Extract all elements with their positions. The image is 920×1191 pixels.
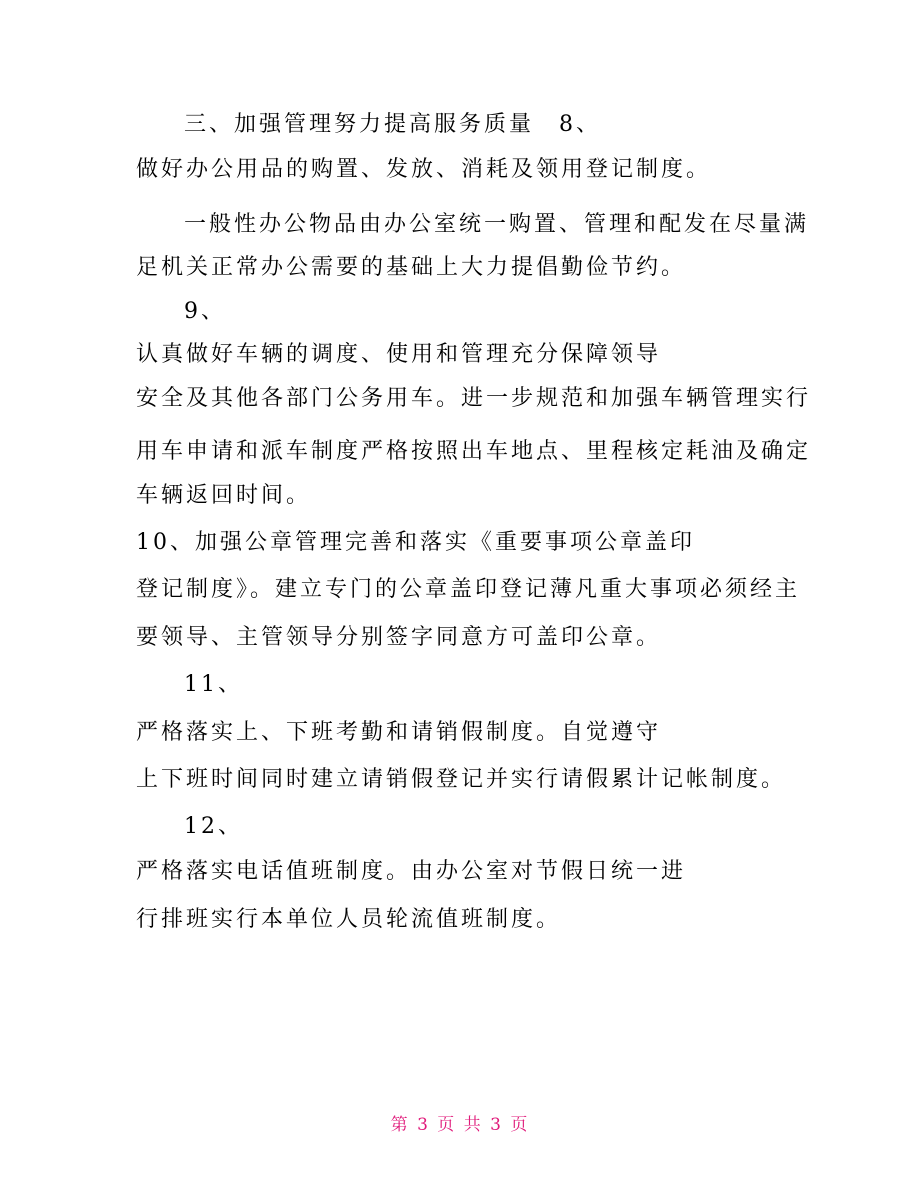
text-line: 用车申请和派车制度严格按照出车地点、里程核定耗油及确定 — [136, 439, 812, 464]
text-line: 要领导、主管领导分别签字同意方可盖印公章。 — [136, 625, 662, 650]
item-number-line: 9、 — [184, 299, 226, 324]
text-line: 上下班时间同时建立请销假登记并实行请假累计记帐制度。 — [136, 767, 787, 792]
text-line: 行排班实行本单位人员轮流值班制度。 — [136, 907, 562, 932]
page-number-footer: 第 3 页 共 3 页 — [390, 1115, 530, 1135]
text-line: 做好办公用品的购置、发放、消耗及领用登记制度。 — [136, 157, 712, 182]
text-line: 严格落实电话值班制度。由办公室对节假日统一进 — [136, 859, 687, 884]
text-line: 10、加强公章管理完善和落实《重要事项公章盖印 — [136, 530, 695, 555]
text-line: 认真做好车辆的调度、使用和管理充分保障领导 — [136, 342, 662, 367]
item-number-line: 12、 — [184, 814, 243, 839]
text-line: 安全及其他各部门公务用车。进一步规范和加强车辆管理实行 — [136, 386, 812, 411]
text-line: 一般性办公物品由办公室统一购置、管理和配发在尽量满 — [184, 212, 810, 237]
item-number-line: 11、 — [184, 672, 243, 697]
text-line: 足机关正常办公需要的基础上大力提倡勤俭节约。 — [136, 255, 687, 280]
text-line: 登记制度》。建立专门的公章盖印登记薄凡重大事项必须经主 — [136, 577, 801, 602]
section-heading-line: 三、加强管理努力提高服务质量 8、 — [184, 112, 601, 137]
text-line: 车辆返回时间。 — [136, 483, 312, 508]
text-line: 严格落实上、下班考勤和请销假制度。自觉遵守 — [136, 720, 662, 745]
